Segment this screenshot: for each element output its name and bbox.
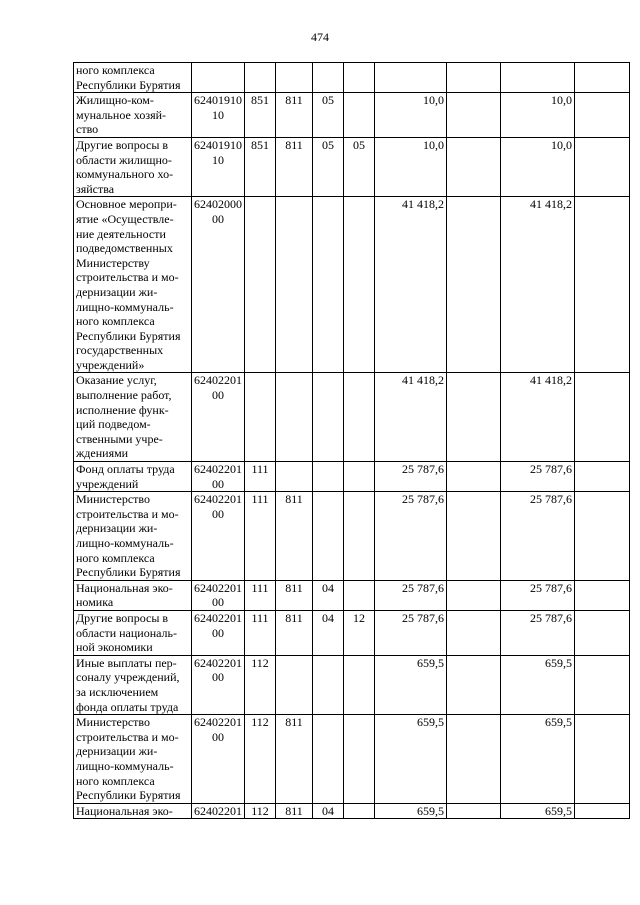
row-vr-cell: 112 (245, 655, 276, 714)
row-csr-line: 00 (212, 595, 224, 610)
table-row (74, 610, 630, 655)
row-sum2-cell (447, 93, 501, 138)
row-name-line: Министерство (76, 492, 150, 507)
row-grbs-cell: 811 (276, 492, 313, 581)
table-row (74, 137, 630, 196)
table-row (74, 63, 630, 93)
row-sum3-cell: 10,0 (501, 93, 575, 138)
row-csr-cell (192, 610, 245, 655)
row-name-line: Иные выплаты пер- (76, 655, 177, 670)
row-name-line: Министерство (76, 715, 150, 730)
row-sum3-cell: 659,5 (501, 655, 575, 714)
row-name-line: строительства и мо- (76, 729, 179, 744)
row-vr-cell (245, 63, 276, 93)
row-rz-cell (313, 715, 344, 804)
row-vr-cell: 111 (245, 610, 276, 655)
row-sum4-cell (575, 715, 630, 804)
row-rz-cell (313, 63, 344, 93)
row-sum2-cell (447, 803, 501, 819)
row-name-cell (74, 373, 192, 462)
row-rz-cell (313, 197, 344, 373)
row-name-cell (74, 197, 192, 373)
row-sum3-cell: 25 787,6 (501, 580, 575, 610)
row-name-cell (74, 580, 192, 610)
row-sum3-cell: 25 787,6 (501, 492, 575, 581)
row-name-line: области жилищно- (76, 152, 172, 167)
row-name-line: за исключением (76, 684, 159, 699)
row-name-line: соналу учреждений, (76, 670, 180, 685)
row-sum1-cell: 25 787,6 (375, 610, 447, 655)
row-name-cell (74, 655, 192, 714)
row-grbs-cell: 811 (276, 715, 313, 804)
row-name-line: выполнение работ, (76, 388, 172, 403)
row-rz-cell: 04 (313, 803, 344, 819)
row-sum2-cell (447, 373, 501, 462)
row-name-line: Национальная эко- (76, 580, 173, 595)
row-rz-cell (313, 373, 344, 462)
row-sum2-cell (447, 492, 501, 581)
row-name-line: Основное меропри- (76, 197, 177, 212)
row-csr-cell (192, 197, 245, 373)
row-csr-cell (192, 655, 245, 714)
row-pr-cell (344, 63, 375, 93)
row-name-line: дернизации жи- (76, 744, 158, 759)
row-name-line: лищно-коммуналь- (76, 536, 174, 550)
row-grbs-cell (276, 462, 313, 492)
row-sum4-cell (575, 63, 630, 93)
row-sum4-cell (575, 803, 630, 819)
row-pr-cell (344, 197, 375, 373)
row-name-line: строительства и мо- (76, 506, 179, 521)
table-row (74, 655, 630, 714)
row-vr-cell: 111 (245, 492, 276, 581)
row-sum2-cell (447, 63, 501, 93)
row-name-line: ственными учре- (76, 431, 163, 446)
row-rz-cell (313, 462, 344, 492)
row-sum2-cell (447, 197, 501, 373)
row-grbs-cell: 811 (276, 93, 313, 138)
row-sum1-cell: 659,5 (375, 655, 447, 714)
row-name-line: учреждений (76, 476, 139, 491)
row-pr-cell (344, 462, 375, 492)
row-sum1-cell: 41 418,2 (375, 197, 447, 373)
row-sum1-cell: 10,0 (375, 137, 447, 196)
table-row (74, 715, 630, 804)
row-csr-line: 62402201 (194, 373, 242, 388)
row-csr-line: 00 (212, 476, 224, 491)
row-name-line: Министерству (76, 255, 150, 270)
row-grbs-cell (276, 655, 313, 714)
row-csr-line: 62402201 (194, 462, 242, 477)
row-sum3-cell: 25 787,6 (501, 610, 575, 655)
row-csr-cell (192, 492, 245, 581)
row-name-line: дернизации жи- (76, 521, 158, 536)
row-sum2-cell (447, 610, 501, 655)
row-sum2-cell (447, 137, 501, 196)
row-csr-line: 00 (212, 670, 224, 685)
row-sum4-cell (575, 492, 630, 581)
row-name-cell (74, 93, 192, 138)
row-vr-cell: 851 (245, 93, 276, 138)
table-row (74, 580, 630, 610)
row-grbs-cell (276, 197, 313, 373)
row-sum4-cell (575, 137, 630, 196)
row-sum1-cell: 10,0 (375, 93, 447, 138)
row-sum3-cell (501, 63, 575, 93)
budget-table-body (74, 63, 630, 819)
row-sum2-cell (447, 580, 501, 610)
row-csr-cell (192, 137, 245, 196)
row-grbs-cell: 811 (276, 803, 313, 819)
row-name-line: коммунального хо- (76, 167, 174, 182)
table-row (74, 492, 630, 581)
row-name-line: Фонд оплаты труда (76, 462, 175, 477)
row-name-line: Оказание услуг, (76, 373, 157, 388)
row-name-line: Республики Бурятия (76, 565, 181, 580)
row-vr-cell: 111 (245, 462, 276, 492)
row-vr-cell: 112 (245, 715, 276, 804)
row-sum4-cell (575, 462, 630, 492)
row-name-line: учреждений» (76, 357, 145, 372)
row-vr-cell: 851 (245, 137, 276, 196)
row-name-cell (74, 715, 192, 804)
row-name-line: ство (76, 122, 99, 137)
row-sum4-cell (575, 610, 630, 655)
row-csr-cell (192, 462, 245, 492)
page-number: 474 (311, 30, 329, 44)
row-sum3-cell: 41 418,2 (501, 197, 575, 373)
row-csr-line: 10 (212, 107, 224, 122)
row-pr-cell (344, 655, 375, 714)
row-csr-line: 62401910 (194, 93, 242, 108)
row-sum4-cell (575, 580, 630, 610)
row-rz-cell (313, 492, 344, 581)
row-sum1-cell: 659,5 (375, 715, 447, 804)
row-name-cell (74, 137, 192, 196)
row-name-line: ятие «Осуществле- (76, 211, 174, 226)
row-pr-cell (344, 373, 375, 462)
row-csr-cell (192, 715, 245, 804)
row-csr-line: 62402000 (194, 197, 242, 212)
table-row (74, 197, 630, 373)
row-name-cell (74, 63, 192, 93)
row-name-line: Республики Бурятия (76, 788, 181, 803)
row-sum1-cell: 41 418,2 (375, 373, 447, 462)
row-name-line: зяйства (76, 181, 115, 196)
row-name-line: ций подведом- (76, 417, 151, 432)
row-sum2-cell (447, 715, 501, 804)
row-pr-cell (344, 93, 375, 138)
row-sum1-cell: 25 787,6 (375, 492, 447, 581)
row-csr-line: 00 (212, 211, 224, 226)
row-sum3-cell: 659,5 (501, 803, 575, 819)
row-name-line: ного комплекса (76, 773, 155, 788)
row-csr-line: 62402201 (194, 492, 242, 507)
row-pr-cell: 05 (344, 137, 375, 196)
row-grbs-cell: 811 (276, 580, 313, 610)
row-csr-line: 62402201 (194, 610, 242, 625)
table-row (74, 93, 630, 138)
row-rz-cell: 04 (313, 580, 344, 610)
row-csr-cell (192, 580, 245, 610)
row-sum4-cell (575, 373, 630, 462)
row-sum1-cell: 25 787,6 (375, 580, 447, 610)
row-pr-cell (344, 803, 375, 819)
row-name-line: ной экономики (76, 640, 153, 655)
row-rz-cell: 05 (313, 137, 344, 196)
row-sum3-cell: 41 418,2 (501, 373, 575, 462)
row-sum3-cell: 659,5 (501, 715, 575, 804)
table-row (74, 373, 630, 462)
row-rz-cell: 04 (313, 610, 344, 655)
row-csr-cell (192, 93, 245, 138)
row-csr-line: 00 (212, 625, 224, 640)
row-name-line: ждениями (76, 446, 129, 461)
row-name-line: Другие вопросы в (76, 137, 169, 152)
table-row (74, 462, 630, 492)
row-pr-cell (344, 580, 375, 610)
row-csr-line: 62402201 (194, 580, 242, 595)
row-name-cell (74, 462, 192, 492)
row-name-line: Республики Бурятия (76, 328, 181, 343)
row-vr-cell: 112 (245, 803, 276, 819)
row-sum3-cell: 10,0 (501, 137, 575, 196)
row-csr-line: 62402201 (194, 715, 242, 730)
row-sum3-cell: 25 787,6 (501, 462, 575, 492)
row-sum1-cell (375, 63, 447, 93)
row-csr-line: 10 (212, 152, 224, 167)
row-sum4-cell (575, 93, 630, 138)
row-grbs-cell (276, 63, 313, 93)
row-name-line: государственных (76, 343, 164, 358)
row-name-cell (74, 492, 192, 581)
row-csr-line: 00 (212, 388, 224, 403)
row-sum4-cell (575, 197, 630, 373)
row-grbs-cell (276, 373, 313, 462)
row-grbs-cell: 811 (276, 610, 313, 655)
row-name-line: подведомственных (76, 241, 173, 256)
row-name-line: номика (76, 595, 114, 610)
row-csr-cell (192, 63, 245, 93)
row-csr-cell (192, 373, 245, 462)
row-vr-cell: 111 (245, 580, 276, 610)
row-rz-cell (313, 655, 344, 714)
row-grbs-cell: 811 (276, 137, 313, 196)
row-name-line: фонда оплаты труда (76, 699, 179, 714)
row-sum2-cell (447, 655, 501, 714)
row-sum2-cell (447, 462, 501, 492)
row-name-line: ного комплекса (76, 63, 155, 77)
budget-table (73, 62, 630, 819)
row-name-line: лищно-коммуналь- (76, 758, 174, 773)
row-name-line: лищно-коммуналь- (76, 299, 174, 314)
row-csr-line: 62402201 (194, 803, 242, 818)
row-csr-line: 62402201 (194, 655, 242, 670)
row-name-line: ние деятельности (76, 226, 166, 241)
row-csr-line: 62401910 (194, 137, 242, 152)
row-name-line: Жилищно-ком- (76, 93, 154, 108)
row-rz-cell: 05 (313, 93, 344, 138)
row-name-cell (74, 610, 192, 655)
row-name-line: Республики Бурятия (76, 77, 181, 92)
row-sum1-cell: 659,5 (375, 803, 447, 819)
row-name-line: ного комплекса (76, 314, 155, 329)
row-name-line: исполнение функ- (76, 402, 169, 417)
table-row (74, 803, 630, 819)
row-name-line: ного комплекса (76, 550, 155, 565)
row-vr-cell (245, 373, 276, 462)
row-name-line: дернизации жи- (76, 284, 158, 299)
row-name-line: области националь- (76, 625, 178, 640)
row-pr-cell (344, 492, 375, 581)
row-pr-cell: 12 (344, 610, 375, 655)
row-name-line: строительства и мо- (76, 270, 179, 285)
row-name-line: мунальное хозяй- (76, 107, 167, 122)
row-csr-line: 00 (212, 729, 224, 744)
row-vr-cell (245, 197, 276, 373)
row-sum1-cell: 25 787,6 (375, 462, 447, 492)
row-name-cell (74, 803, 192, 819)
row-name-line: Национальная эко- (76, 803, 173, 818)
row-csr-cell (192, 803, 245, 819)
row-name-line: Другие вопросы в (76, 610, 169, 625)
row-sum4-cell (575, 655, 630, 714)
row-csr-line: 00 (212, 506, 224, 521)
row-pr-cell (344, 715, 375, 804)
